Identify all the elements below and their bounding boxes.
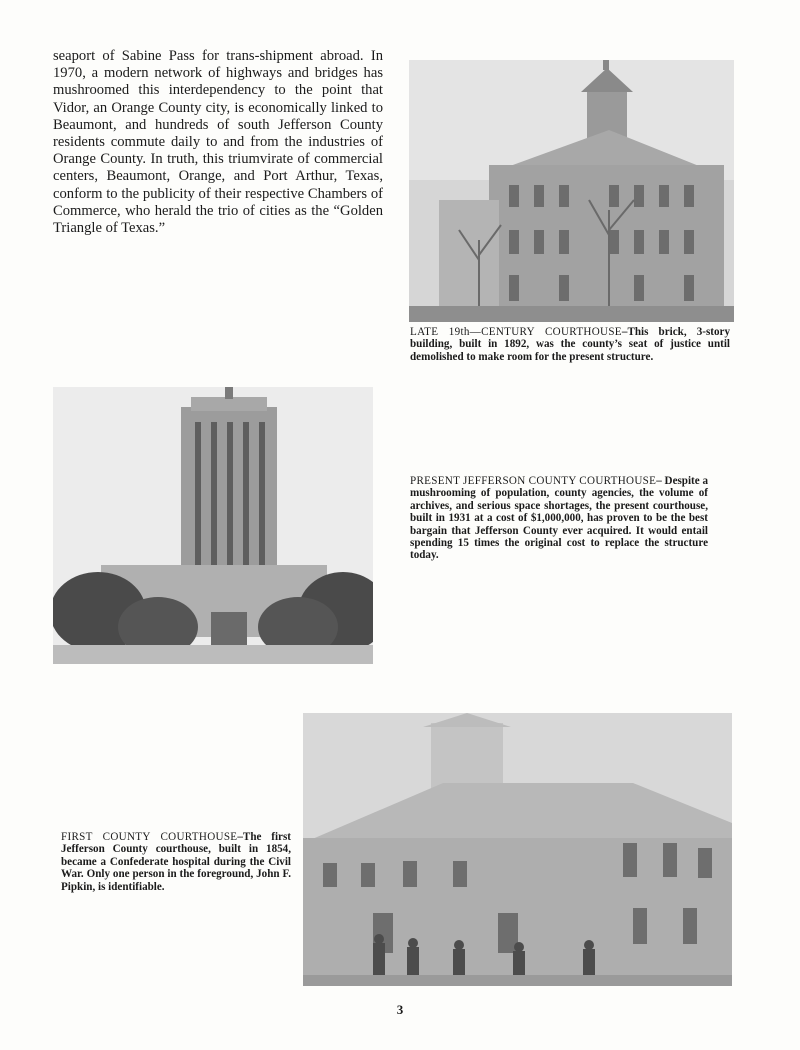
caption-heading: LATE 19th—CENTURY COURTHOUSE — [410, 326, 622, 338]
first-courthouse-caption — [61, 831, 291, 893]
caption-text: – Despite a mushrooming of population, county agencies, the volume of archives, and serious space shortages, the present courthouse, built in 1931 at a cost of $1,000,000, has proven to be the best bargain that Jefferson County ever acquired. It would entail spending 15 times the original cost to replace the structure today. — [410, 475, 708, 562]
late-courthouse-caption — [410, 326, 730, 363]
caption-text: –The first Jefferson County courthouse, built in 1854, became a Confederate hospital during the Civil War. Only one person in the foreground, John F. Pipkin, is identifiable. — [61, 831, 291, 893]
body-paragraph: seaport of Sabine Pass for trans-shipment abroad. In 1970, a modern network of highways and bridges has mushroomed this interdependency to the point that Vidor, an Orange County city, is economically linked to Beaumont, and hundreds of south Jefferson County residents commute daily to and from the industries of Orange County. In truth, this triumvirate of commercial centers, Beaumont, Orange, and Port Arthur, Texas, conform to the publicity of their respective Chambers of Commerce, who herald the trio of cities as the “Golden Triangle of Texas.” — [53, 48, 383, 237]
caption-heading: FIRST COUNTY COURTHOUSE — [61, 831, 238, 843]
present-courthouse-photo — [53, 387, 373, 664]
caption-text: –This brick, 3-story building, built in 1892, was the county’s seat of justice until demolished to make room for the present structure. — [410, 326, 730, 363]
caption-heading: PRESENT JEFFERSON COUNTY COURTHOUSE — [410, 475, 657, 487]
present-courthouse-caption — [410, 475, 708, 562]
first-county-courthouse-photo — [303, 713, 732, 986]
page-number: 3 — [396, 1002, 404, 1017]
late-19th-century-courthouse-photo — [409, 60, 734, 322]
